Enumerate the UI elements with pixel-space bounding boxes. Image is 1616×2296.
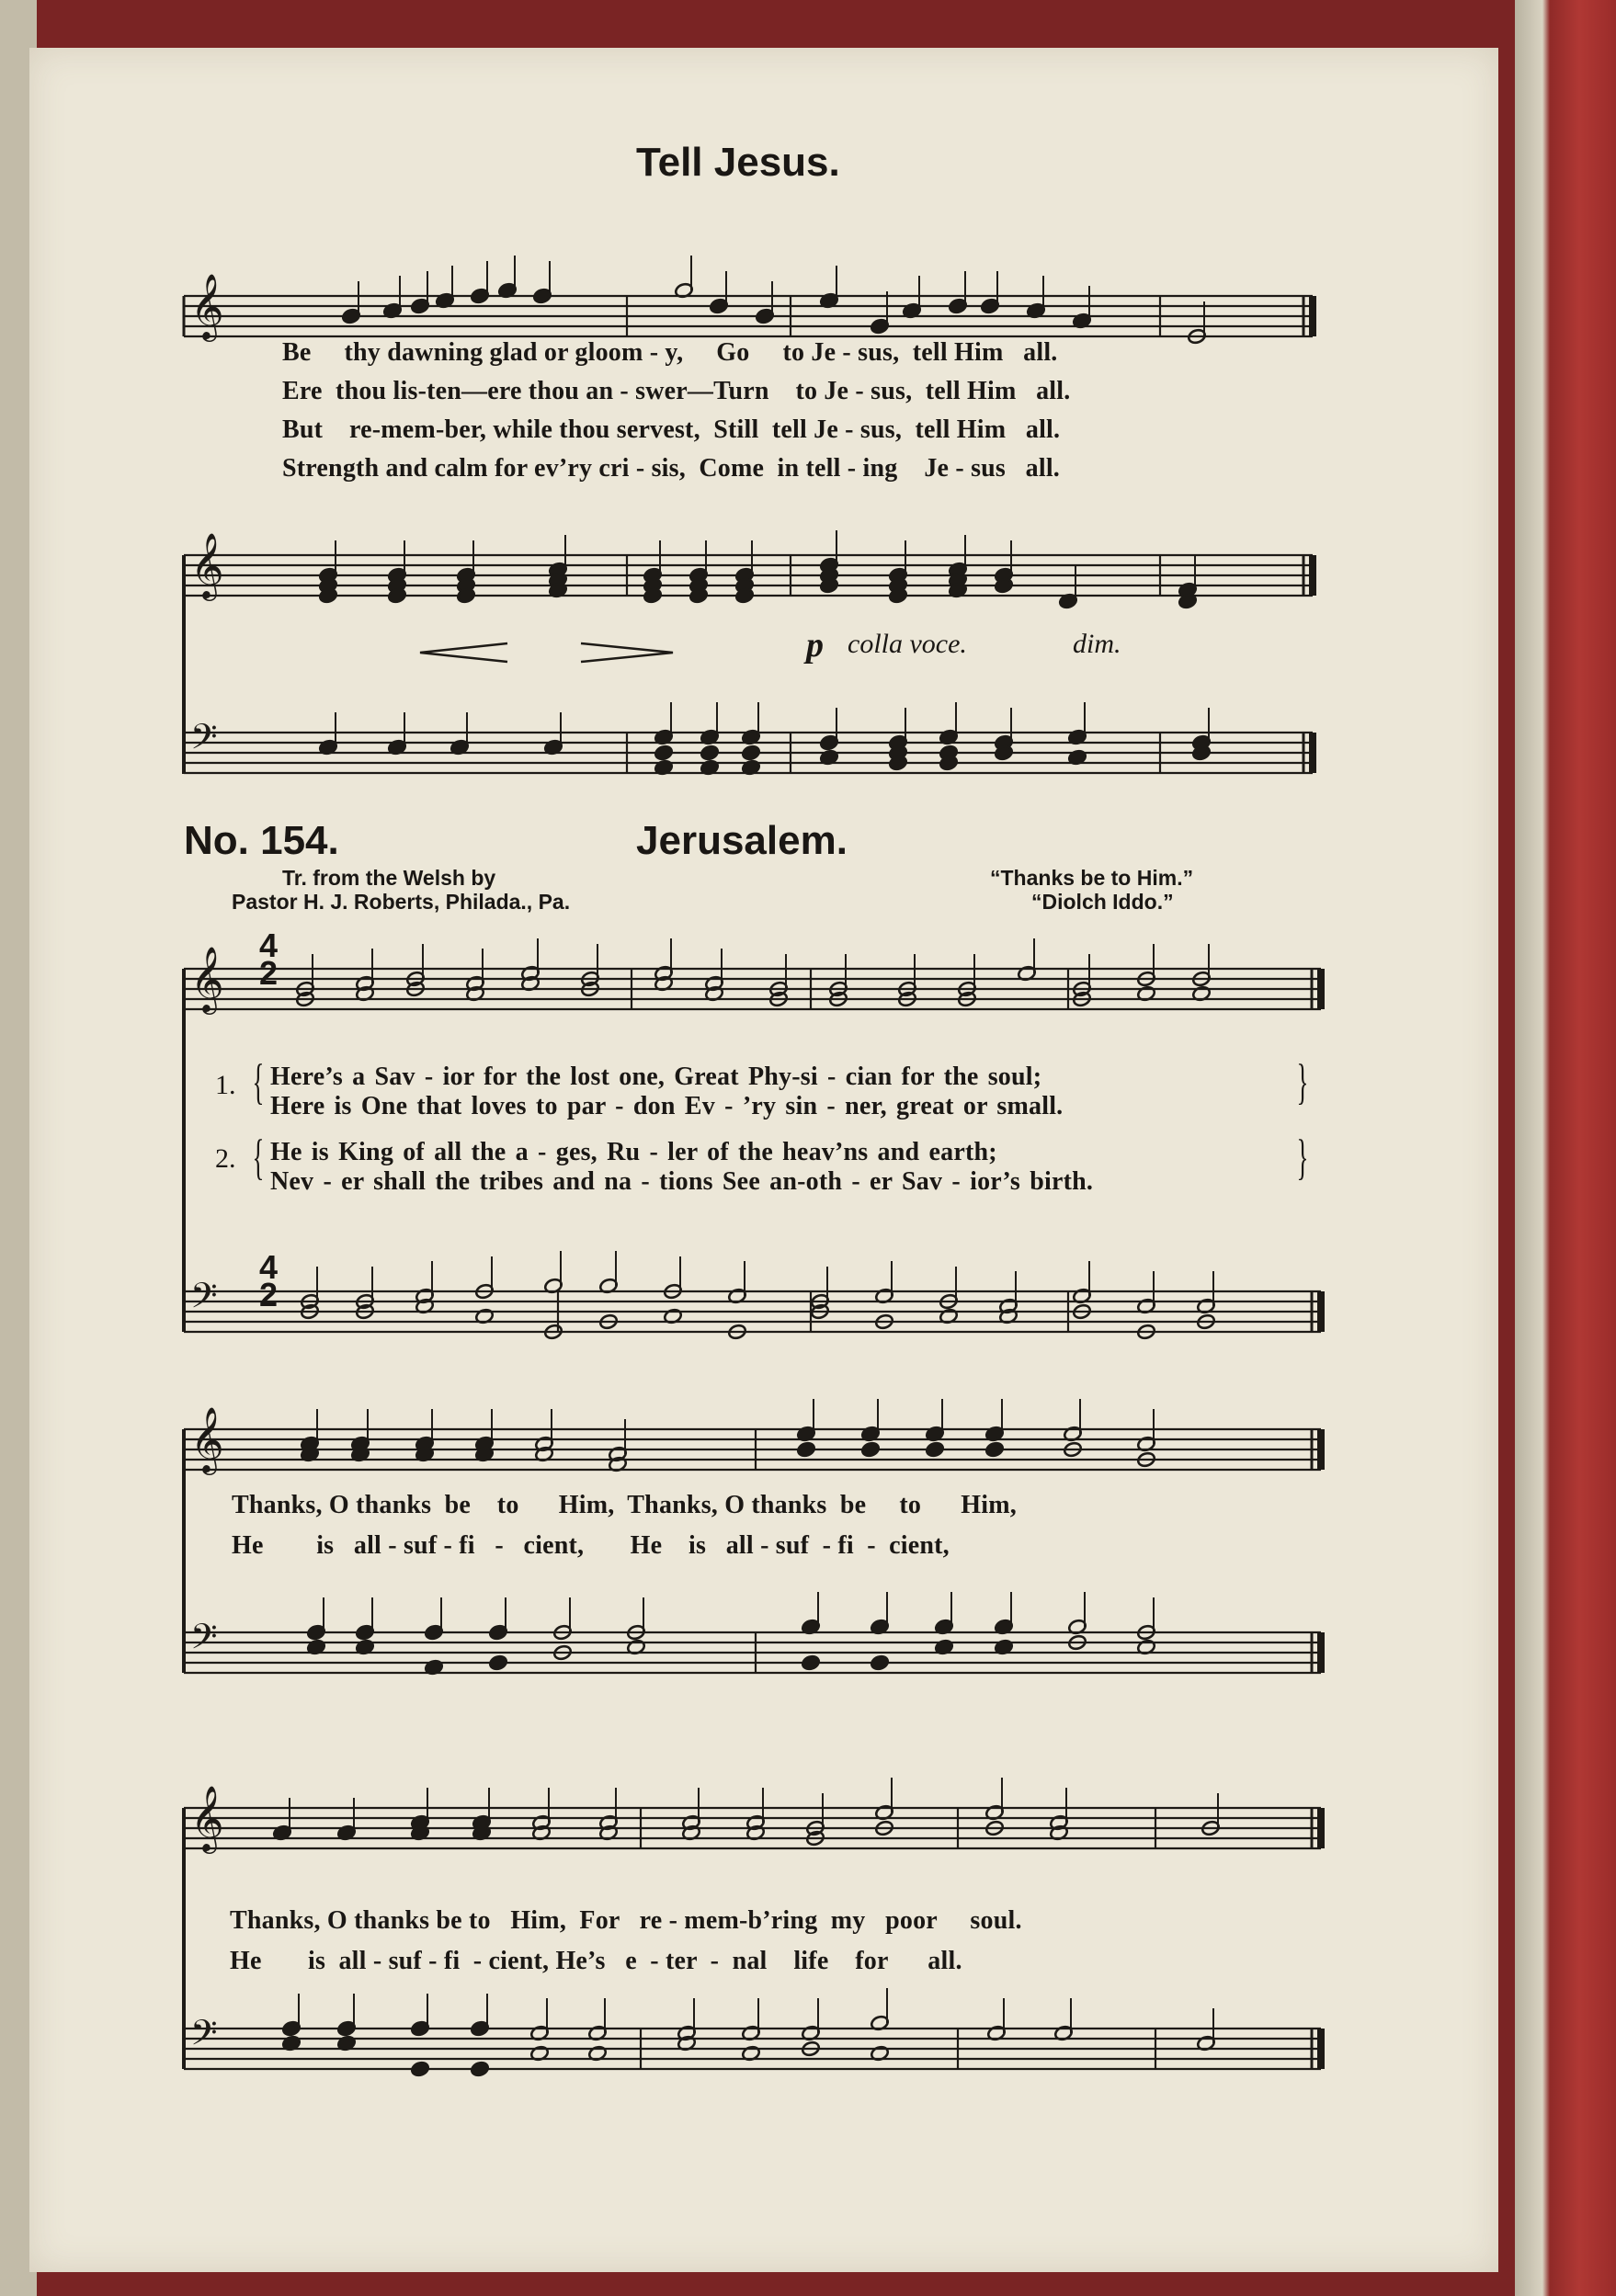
time-signature: 4 2 [259, 926, 279, 992]
lyric-brace: { [252, 1054, 265, 1109]
lyric-line: Here is One that loves to par - don Ev - ’ry sin - ner, great or small. [270, 1092, 1064, 1120]
bass-clef: 𝄢 [190, 1616, 218, 1665]
dynamic-piano: p [806, 626, 824, 665]
book-cover-edge [1515, 0, 1616, 2296]
quarter-note [741, 744, 760, 761]
quarter-note [410, 2061, 429, 2077]
lyric-line: But re-mem-ber, while thou servest, Still tell Je - sus, tell Him all. [282, 415, 1061, 444]
bass-clef: 𝄢 [190, 2012, 218, 2062]
refrain-line: Thanks, O thanks be to Him, For re - mem-b’ring my poor soul. [230, 1906, 1022, 1935]
lyric-brace: } [1296, 1054, 1309, 1109]
dynamic-dim: dim. [1073, 629, 1121, 659]
quarter-note [925, 1441, 944, 1458]
crescendo-hairpin [420, 643, 507, 662]
translator-credit: Pastor H. J. Roberts, Philada., Pa. [232, 890, 571, 914]
lyric-line: Ere thou lis-ten—ere thou an - swer—Turn to Je - sus, tell Him all. [282, 377, 1071, 405]
lyric-brace: } [1296, 1130, 1309, 1185]
hymn-number: No. 154. [184, 818, 339, 863]
treble-clef: 𝄞 [190, 1784, 224, 1851]
treble-clef: 𝄞 [190, 1405, 224, 1472]
treble-clef: 𝄞 [190, 531, 224, 598]
refrain-line: He is all - suf - fi - cient, He is all - suf - fi - cient, [232, 1531, 950, 1560]
quarter-note [470, 2061, 489, 2077]
quarter-note [984, 1441, 1004, 1458]
quarter-note [654, 744, 673, 761]
bass-clef: 𝄢 [190, 716, 218, 766]
lyric-line: He is King of all the a - ges, Ru - ler of the heav’ns and earth; [270, 1138, 997, 1166]
refrain-line: He is all - suf - fi - cient, He’s e - ter - nal life for all. [230, 1947, 962, 1975]
hymn-title-top: Tell Jesus. [636, 140, 840, 185]
hymnal-page [29, 48, 1498, 2272]
treble-clef: 𝄞 [190, 272, 224, 339]
lyric-line: Strength and calm for ev’ry cri - sis, Come in tell - ing Je - sus all. [282, 454, 1060, 483]
lyric-brace: { [252, 1130, 265, 1185]
dynamic-colla-voce: colla voce. [848, 629, 967, 659]
lyric-line: Nev - er shall the tribes and na - tions See an-oth - er Sav - ior’s birth. [270, 1167, 1094, 1196]
quarter-note [796, 1441, 815, 1458]
lyric-line: Be thy dawning glad or gloom - y, Go to Je - sus, tell Him all. [282, 338, 1058, 367]
quarter-note [870, 1654, 889, 1671]
tune-name: “Thanks be to Him.” [990, 866, 1194, 890]
quarter-note [860, 1441, 880, 1458]
stanza-number: 2. [215, 1143, 236, 1174]
time-signature: 4 2 [259, 1248, 279, 1313]
tune-name-welsh: “Diolch Iddo.” [1031, 890, 1174, 914]
bass-clef: 𝄢 [190, 1275, 218, 1324]
treble-clef: 𝄞 [190, 945, 224, 1012]
quarter-note [488, 1654, 507, 1671]
quarter-note [700, 744, 719, 761]
hymn-title: Jerusalem. [636, 818, 848, 863]
refrain-line: Thanks, O thanks be to Him, Thanks, O thanks be to Him, [232, 1491, 1017, 1519]
lyric-line: Here’s a Sav - ior for the lost one, Great Phy-si - cian for the soul; [270, 1063, 1042, 1091]
stanza-number: 1. [215, 1070, 236, 1100]
decrescendo-hairpin [581, 643, 673, 662]
translator-credit: Tr. from the Welsh by [282, 866, 496, 890]
quarter-note [801, 1654, 820, 1671]
